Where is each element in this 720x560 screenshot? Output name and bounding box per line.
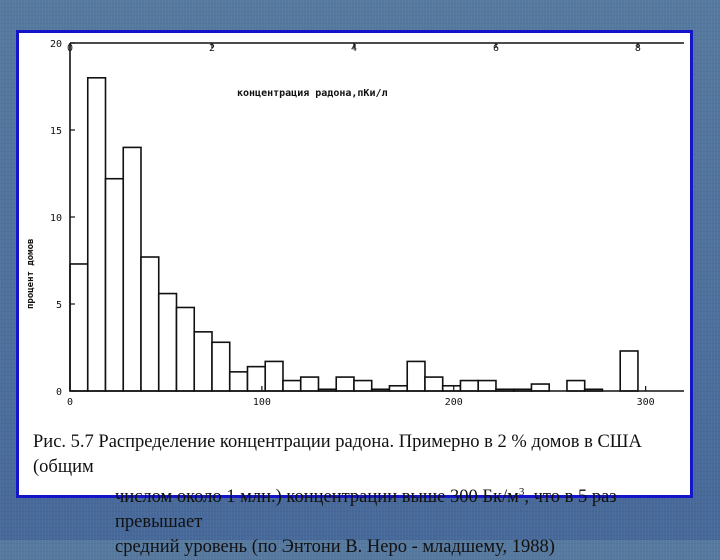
histogram-bar [141, 257, 159, 391]
histogram-bar [105, 179, 123, 391]
histogram-bar [354, 381, 372, 391]
y-tick-label: 5 [55, 300, 62, 311]
histogram-bar [407, 361, 425, 391]
caption-line-2: числом около 1 млн.) концентрации выше 300 $Бк/м^3$, что в 5 раз превышает [115, 486, 617, 533]
histogram-bar [70, 264, 88, 391]
histogram-bar [123, 147, 141, 391]
x-top-tick-label: 4 [350, 43, 357, 54]
x-top-tick-label: 2 [208, 43, 216, 54]
radon-histogram [19, 33, 690, 428]
histogram-bar [460, 381, 478, 391]
y-tick-label: 10 [49, 213, 62, 224]
histogram-bar [531, 384, 549, 391]
histogram-bar [478, 381, 496, 391]
y-axis-label: процент домов [26, 238, 36, 309]
histogram-bar [212, 342, 230, 391]
x-top-tick-label: 0 [66, 43, 74, 54]
y-tick-label: 15 [49, 126, 62, 137]
x-bottom-tick-label: 100 [252, 397, 271, 408]
caption-line-1: Рис. 5.7 Распределение концентрации радона. Примерно в 2 % домов в США (общим [33, 432, 642, 477]
histogram-bar [88, 78, 106, 391]
x-bottom-tick-label: 300 [636, 397, 655, 408]
unit-label: концентрация радона,пКи/л [237, 88, 388, 99]
histogram-bar [301, 377, 319, 391]
histogram-bar [247, 367, 265, 391]
figure-caption [33, 430, 693, 560]
x-bottom-tick-label: 200 [444, 397, 463, 408]
slide-frame [16, 30, 693, 558]
x-bottom-tick-label: 0 [66, 397, 74, 408]
histogram-bar [176, 307, 194, 391]
x-top-tick-label: 6 [492, 43, 499, 54]
histogram-bar [567, 381, 585, 391]
histogram-bar [283, 381, 301, 391]
histogram-bar [425, 377, 443, 391]
histogram-bar [620, 351, 638, 391]
histogram-bar [230, 372, 248, 391]
y-tick-label: 0 [55, 387, 62, 398]
bars-group [70, 78, 638, 391]
histogram-bar [159, 294, 177, 391]
histogram-bar [265, 361, 283, 391]
histogram-bar [194, 332, 212, 391]
caption-line-3: средний уровень (по Энтони В. Неро - младшему, 1988) [115, 537, 555, 558]
y-tick-label: 20 [49, 39, 62, 50]
x-top-tick-label: 8 [634, 43, 641, 54]
histogram-bar [336, 377, 354, 391]
